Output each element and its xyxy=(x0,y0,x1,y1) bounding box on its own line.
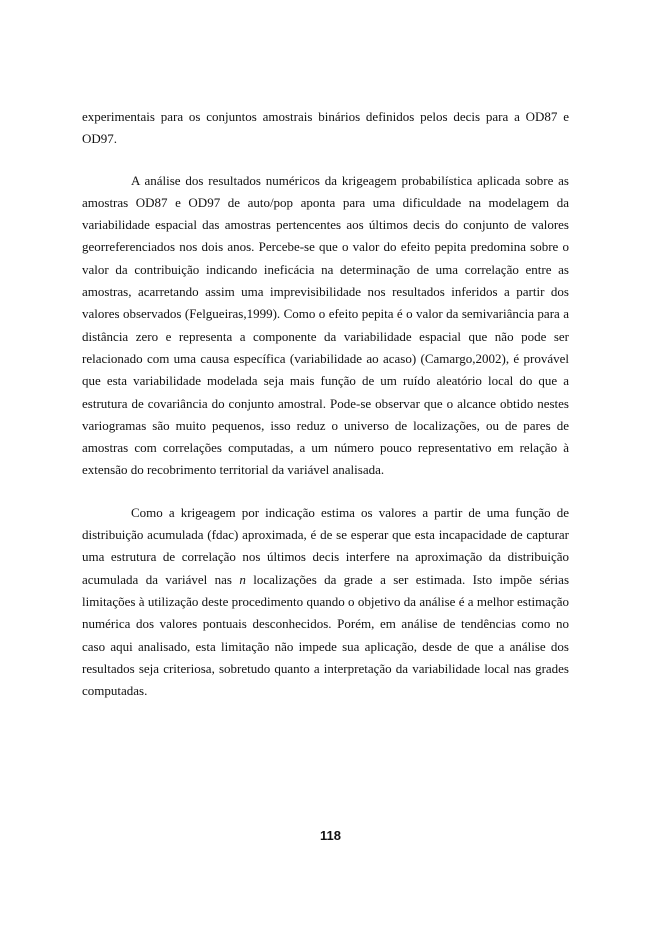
paragraph-3-text-end: localizações da grade a ser estimada. Isto impõe sérias limitações à utilização deste procedimento quando o objetivo da análise é a melhor estimação numérica dos valores pontuais desconhecidos. Porém, em análise de tendências como no caso aqui analisado, esta limitação não impede sua aplicação, desde de que a análise dos resultados seja criteriosa, sobretudo quanto a interpretação da variabilidade local nas grades computadas. xyxy=(82,571,569,699)
document-body xyxy=(82,106,569,702)
paragraph-3-italic-variable: n xyxy=(239,571,246,587)
paragraph-3-text-start: Como a krigeagem por indicação estima os valores a partir de uma função de distribuição acumulada (fdac) aproximada, é de se esperar que esta incapacidade de capturar uma estrutura de correlação nos últimos decis interfere na aproximação da distribuição acumulada da variável nas xyxy=(82,504,569,587)
paragraph-3 xyxy=(82,502,569,703)
paragraph-2: A análise dos resultados numéricos da krigeagem probabilística aplicada sobre as amostras OD87 e OD97 de auto/pop aponta para uma dificuldade na modelagem da variabilidade espacial das amostras pertencentes aos últimos decis do conjunto de valores georreferenciados nos dois anos. Percebe-se que o valor do efeito pepita predomina sobre o valor da contribuição indicando ineficácia na determinação de uma correlação entre as amostras, acarretando assim uma imprevisibilidade nos resultados inferidos a partir dos valores observados (Felgueiras,1999). Como o efeito pepita é o valor da semivariância para a distância zero e representa a componente da variabilidade espacial que não pode ser relacionado com uma causa específica (variabilidade ao acaso) (Camargo,2002), é provável que esta variabilidade modelada seja mais função de um ruído aleatório local do que a estrutura de covariância do conjunto amostral. Pode-se observar que o alcance obtido nestes variogramas são muito pequenos, isso reduz o universo de localizações, ou de pares de amostras com correlações computadas, a um número pouco representativo em relação à extensão do recobrimento territorial da variável analisada. xyxy=(82,172,569,478)
page-number: 118 xyxy=(320,828,341,843)
paragraph-1: experimentais para os conjuntos amostrais binários definidos pelos decis para a OD87 e OD97. xyxy=(82,109,569,147)
